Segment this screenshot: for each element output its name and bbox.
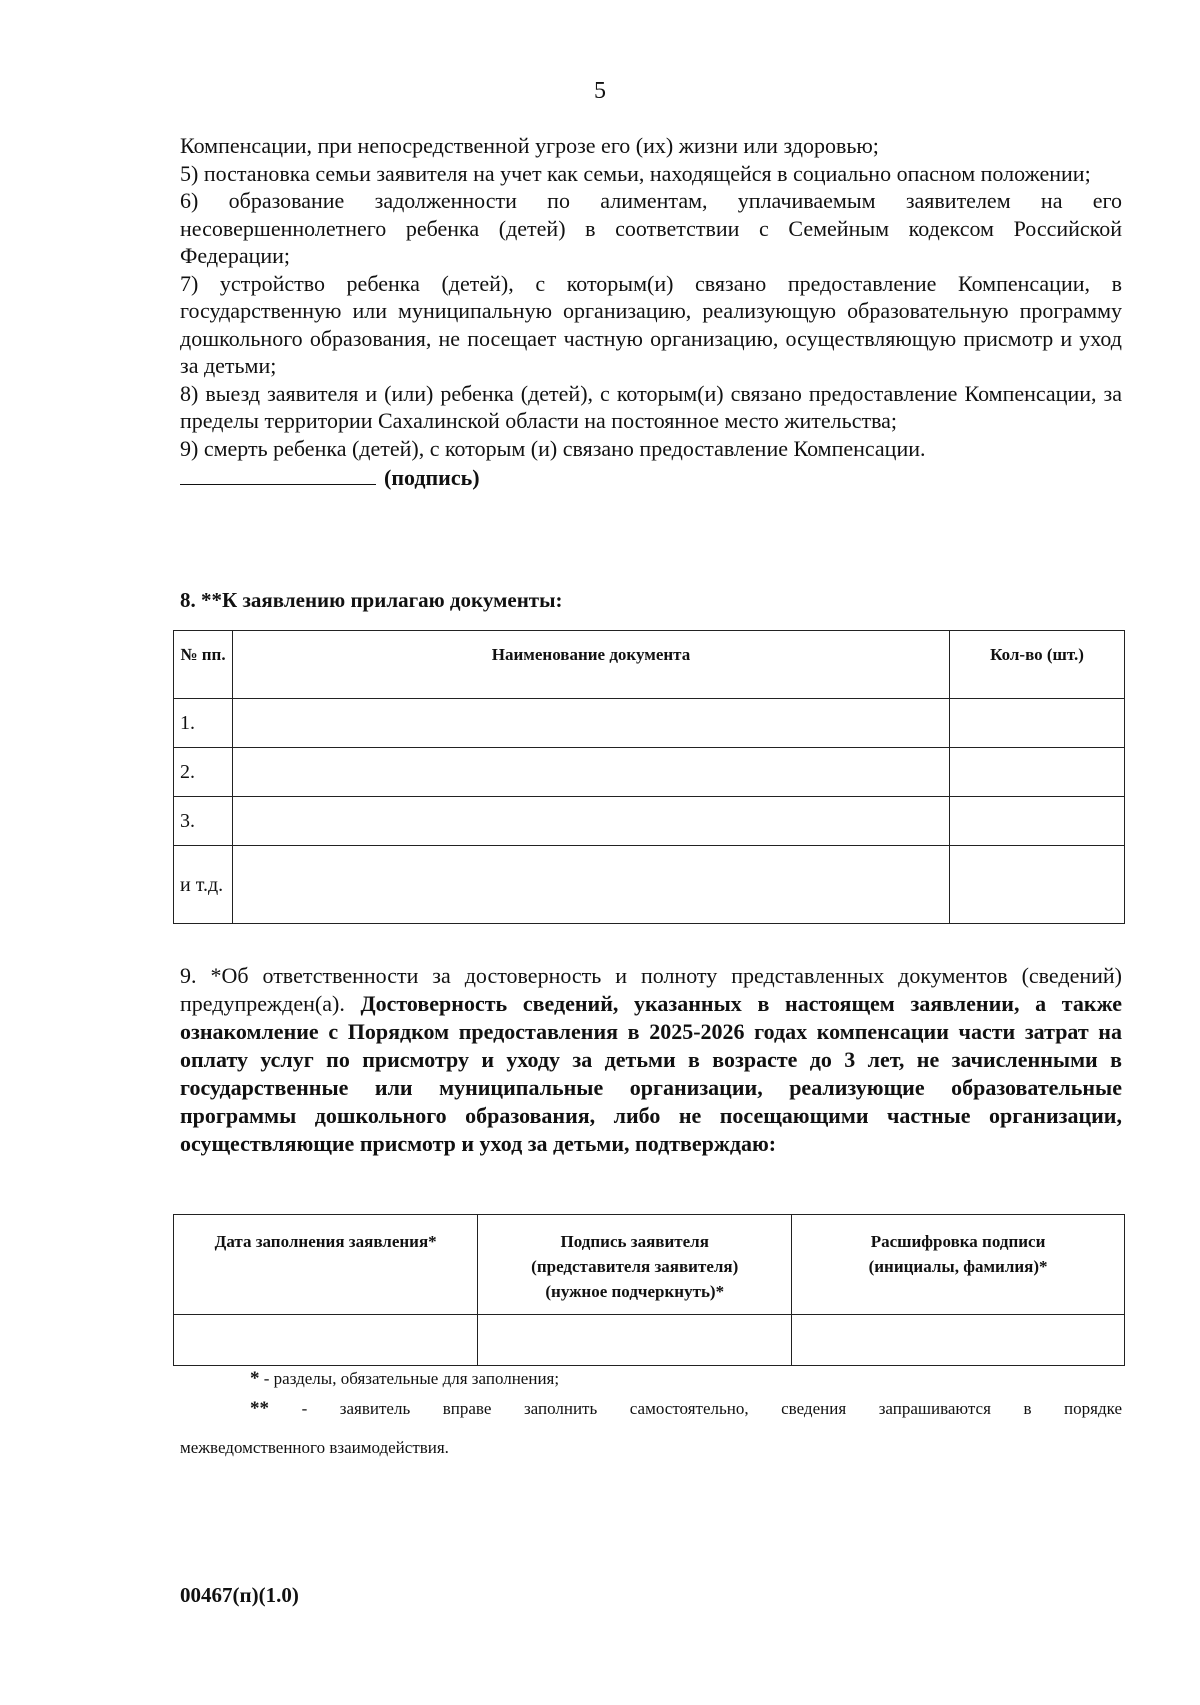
date-cell[interactable]: [174, 1315, 478, 1366]
footnote-marker: **: [250, 1398, 269, 1419]
decryption-header-line-1: Расшифровка подписи: [870, 1232, 1046, 1251]
document-code: 00467(п)(1.0): [180, 1583, 299, 1607]
date-header-text: Дата заполнения заявления*: [214, 1232, 437, 1251]
list-item-6: 6) образование задолженности по алиментам, уплачиваемым заявителем на его несовершеннолетнего ребенка (детей) в соответствии с Семейным кодексом Российской Федерации;: [180, 188, 1122, 268]
signature-table-row: [174, 1315, 1125, 1366]
quantity-cell[interactable]: [950, 846, 1125, 924]
quantity-cell[interactable]: [950, 748, 1125, 797]
continued-conditions-list: [180, 132, 1122, 492]
footnote-text: - заявитель вправе заполнить самостоятельно, сведения запрашиваются в порядке: [301, 1399, 1122, 1418]
row-number: и т.д.: [174, 846, 233, 924]
document-name-cell[interactable]: [233, 797, 950, 846]
document-name-cell[interactable]: [233, 748, 950, 797]
row-number: 2.: [174, 748, 233, 797]
signature-blank[interactable]: [180, 484, 376, 485]
section-9-declaration: [180, 962, 1122, 1158]
attached-documents-table: [173, 630, 1125, 924]
decryption-cell[interactable]: [792, 1315, 1125, 1366]
list-item-8: 8) выезд заявителя и (или) ребенка (детей), с которым(и) связано предоставление Компенсации, за пределы территории Сахалинской области на постоянное место жительства;: [180, 380, 1122, 433]
decryption-header-line-2: (инициалы, фамилия)*: [868, 1257, 1048, 1276]
row-number: 3.: [174, 797, 233, 846]
list-item-5: 5) постановка семьи заявителя на учет как семьи, находящейся в социально опасном положении;: [180, 160, 1091, 186]
signature-header-line-3: (нужное подчеркнуть)*: [545, 1282, 725, 1301]
table-row: [174, 797, 1125, 846]
signature-table: [173, 1214, 1125, 1366]
section-8-heading: 8. **К заявлению прилагаю документы:: [180, 588, 563, 612]
column-header-document-name: Наименование документа: [233, 631, 950, 699]
signature-column-header: [478, 1215, 792, 1315]
page-number: 5: [594, 78, 606, 104]
document-name-cell[interactable]: [233, 699, 950, 748]
footnote-text: - разделы, обязательные для заполнения;: [259, 1369, 560, 1388]
footnote-marker: *: [250, 1368, 260, 1389]
list-item-7: 7) устройство ребенка (детей), с которым(и) связано предоставление Компенсации, в государственную или муниципальную организацию, реализующую образовательную программу дошкольного образования, не посещает частную организацию, осуществляющую присмотр и уход за детьми;: [180, 270, 1122, 378]
signature-cell[interactable]: [478, 1315, 792, 1366]
signature-table-header: [174, 1215, 1125, 1315]
signature-header-line-2: (представителя заявителя): [531, 1257, 739, 1276]
signature-header-line-1: Подпись заявителя: [560, 1232, 709, 1251]
column-header-number: № пп.: [174, 631, 233, 699]
table-header-row: [174, 631, 1125, 699]
row-number: 1.: [174, 699, 233, 748]
decryption-column-header: [792, 1215, 1125, 1315]
quantity-cell[interactable]: [950, 699, 1125, 748]
footnote-optional-continuation: межведомственного взаимодействия.: [180, 1438, 449, 1457]
section-9-intro: 9. *Об ответственности за достоверность и полноту представленных документов (сведений) предупрежден(а).: [180, 963, 1122, 1016]
quantity-cell[interactable]: [950, 797, 1125, 846]
footnote-optional: [250, 1398, 1122, 1420]
document-name-cell[interactable]: [233, 846, 950, 924]
list-item-9: 9) смерть ребенка (детей), с которым (и) связано предоставление Компенсации.: [180, 435, 926, 461]
table-row: [174, 699, 1125, 748]
table-row: [174, 846, 1125, 924]
signature-line: [180, 464, 1122, 492]
table-row: [174, 748, 1125, 797]
column-header-quantity: Кол-во (шт.): [950, 631, 1125, 699]
continued-line: Компенсации, при непосредственной угрозе его (их) жизни или здоровью;: [180, 133, 879, 158]
section-9-confirmation: Достоверность сведений, указанных в настоящем заявлении, а также ознакомление с Порядком предоставления в 2025-2026 годах компенсации части затрат на оплату услуг по присмотру и уходу за детьми в возрасте до 3 лет, не зачисленными в государственные или муниципальные организации, реализующие образовательные программы дошкольного образования, либо не посещающими частные организации, осуществляющие присмотр и уход за детьми, подтверждаю:: [180, 991, 1122, 1156]
date-column-header: [174, 1215, 478, 1315]
signature-label: (подпись): [384, 465, 480, 490]
footnote-required: [250, 1368, 559, 1390]
